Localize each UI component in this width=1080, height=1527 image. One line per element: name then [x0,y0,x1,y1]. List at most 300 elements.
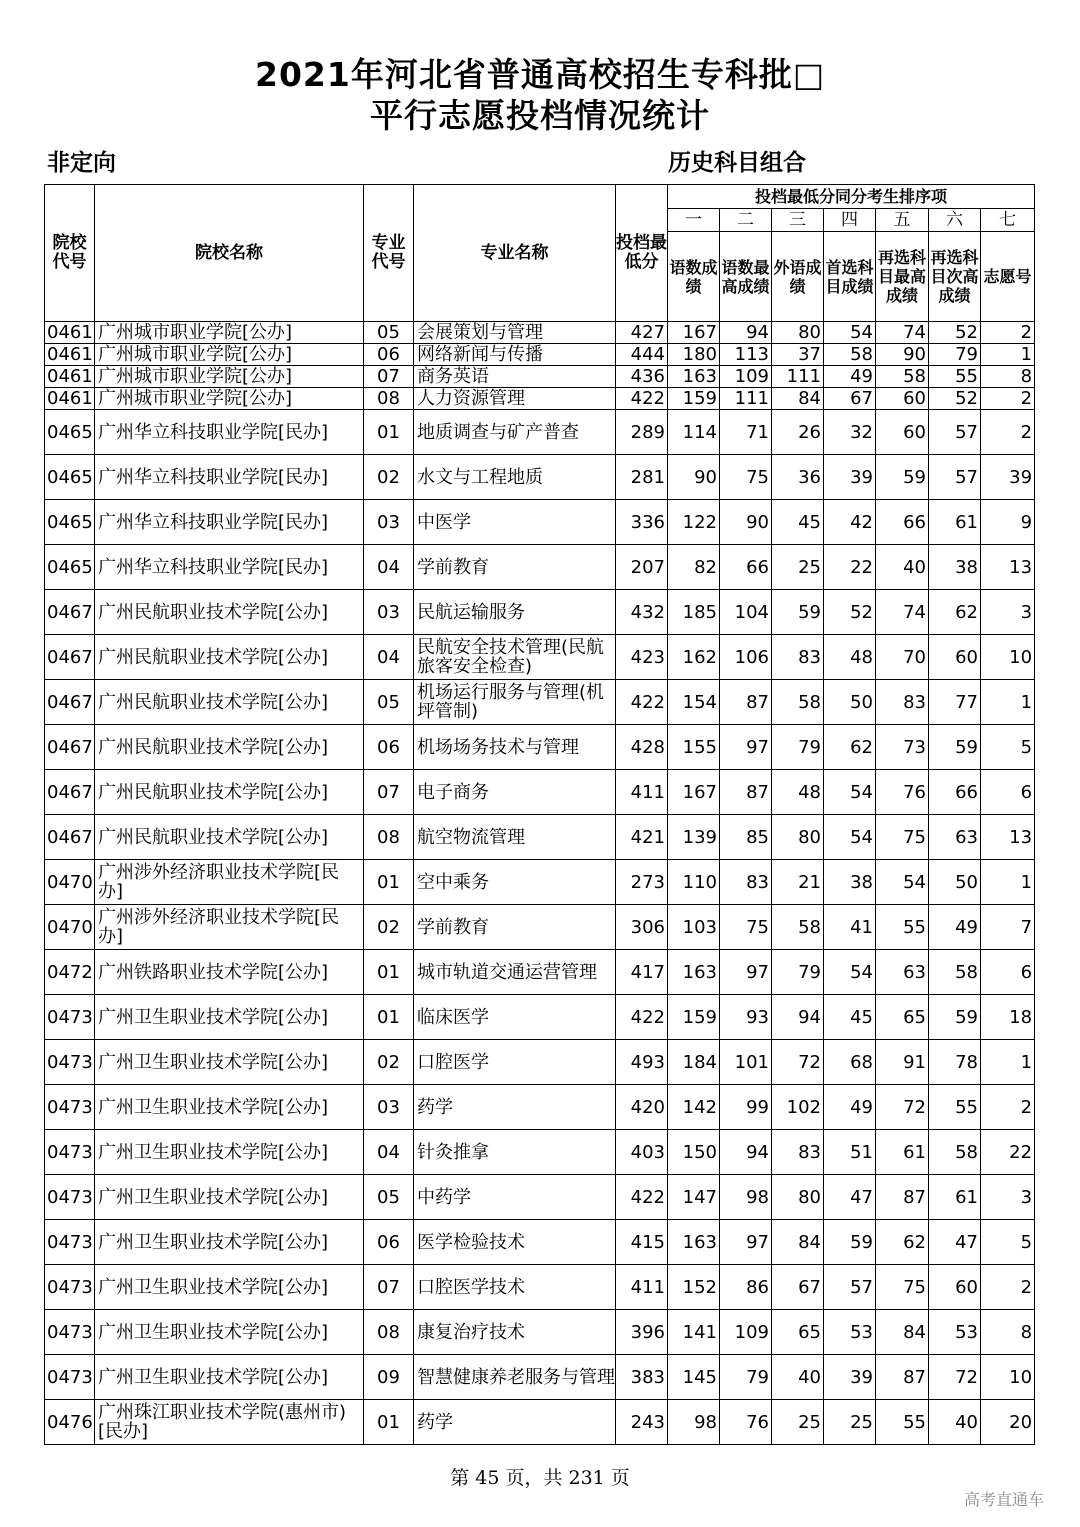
school-name-cell: 广州城市职业学院[公办] [95,388,364,410]
min-score-cell: 428 [616,725,668,770]
header-item: 志愿号 [981,232,1035,322]
min-score-cell: 415 [616,1220,668,1265]
school-code-cell: 0465 [45,455,95,500]
tiebreak-value-cell: 79 [720,1355,772,1400]
tiebreak-value-cell: 167 [668,770,720,815]
school-code-cell: 0465 [45,500,95,545]
table-row [45,388,1035,410]
tiebreak-value-cell: 48 [824,635,876,680]
tiebreak-value-cell: 60 [876,410,929,455]
school-name-cell: 广州卫生职业技术学院[公办] [95,1040,364,1085]
tiebreak-value-cell: 39 [824,1355,876,1400]
tiebreak-value-cell: 71 [720,410,772,455]
tiebreak-value-cell: 98 [720,1175,772,1220]
tiebreak-value-cell: 109 [720,1310,772,1355]
tiebreak-value-cell: 25 [772,545,824,590]
tiebreak-value-cell: 26 [772,410,824,455]
header-order: 四 [824,209,876,232]
school-code-cell: 0473 [45,1220,95,1265]
major-code-cell: 06 [364,725,414,770]
major-name-cell: 水文与工程地质 [414,455,616,500]
tiebreak-value-cell: 9 [981,500,1035,545]
tiebreak-value-cell: 3 [981,590,1035,635]
header-item: 语数最高成绩 [720,232,772,322]
tiebreak-value-cell: 72 [929,1355,981,1400]
school-name-cell: 广州珠江职业技术学院(惠州市)[民办] [95,1400,364,1445]
tiebreak-value-cell: 21 [772,860,824,905]
tiebreak-value-cell: 63 [929,815,981,860]
school-code-cell: 0473 [45,995,95,1040]
major-name-cell: 医学检验技术 [414,1220,616,1265]
min-score-cell: 422 [616,388,668,410]
tiebreak-value-cell: 61 [929,500,981,545]
tiebreak-value-cell: 180 [668,344,720,366]
tiebreak-value-cell: 139 [668,815,720,860]
tiebreak-value-cell: 154 [668,680,720,725]
tiebreak-value-cell: 60 [876,388,929,410]
school-name-cell: 广州华立科技职业学院[民办] [95,410,364,455]
tiebreak-value-cell: 87 [720,770,772,815]
school-code-cell: 0465 [45,410,95,455]
header-item: 语数成绩 [668,232,720,322]
tiebreak-value-cell: 3 [981,1175,1035,1220]
tiebreak-value-cell: 37 [772,344,824,366]
tiebreak-value-cell: 51 [824,1130,876,1175]
school-code-cell: 0467 [45,815,95,860]
major-name-cell: 商务英语 [414,366,616,388]
major-name-cell: 地质调查与矿产普查 [414,410,616,455]
school-code-cell: 0473 [45,1085,95,1130]
major-code-cell: 03 [364,500,414,545]
school-name-cell: 广州华立科技职业学院[民办] [95,500,364,545]
tiebreak-value-cell: 10 [981,635,1035,680]
tiebreak-value-cell: 55 [876,1400,929,1445]
tiebreak-value-cell: 22 [824,545,876,590]
tiebreak-value-cell: 10 [981,1355,1035,1400]
tiebreak-value-cell: 99 [720,1085,772,1130]
tiebreak-value-cell: 84 [876,1310,929,1355]
header-school-code: 院校代号 [45,185,95,322]
tiebreak-value-cell: 2 [981,1265,1035,1310]
tiebreak-value-cell: 91 [876,1040,929,1085]
tiebreak-value-cell: 13 [981,815,1035,860]
school-code-cell: 0476 [45,1400,95,1445]
subject-combination-label: 历史科目组合 [668,150,806,176]
major-code-cell: 03 [364,590,414,635]
tiebreak-value-cell: 66 [720,545,772,590]
tiebreak-value-cell: 54 [824,950,876,995]
tiebreak-value-cell: 50 [824,680,876,725]
tiebreak-value-cell: 75 [876,815,929,860]
table-row [45,455,1035,500]
tiebreak-value-cell: 2 [981,410,1035,455]
major-code-cell: 01 [364,1400,414,1445]
tiebreak-value-cell: 72 [772,1040,824,1085]
major-name-cell: 城市轨道交通运营管理 [414,950,616,995]
major-code-cell: 04 [364,545,414,590]
school-name-cell: 广州卫生职业技术学院[公办] [95,1085,364,1130]
tiebreak-value-cell: 159 [668,995,720,1040]
major-code-cell: 02 [364,905,414,950]
tiebreak-value-cell: 58 [772,680,824,725]
tiebreak-value-cell: 147 [668,1175,720,1220]
min-score-cell: 306 [616,905,668,950]
tiebreak-value-cell: 1 [981,1040,1035,1085]
tiebreak-value-cell: 84 [772,388,824,410]
tiebreak-value-cell: 66 [876,500,929,545]
tiebreak-value-cell: 62 [824,725,876,770]
major-code-cell: 05 [364,680,414,725]
tiebreak-value-cell: 2 [981,388,1035,410]
major-code-cell: 06 [364,344,414,366]
min-score-cell: 411 [616,770,668,815]
tiebreak-value-cell: 65 [772,1310,824,1355]
table-row [45,1265,1035,1310]
tiebreak-value-cell: 7 [981,905,1035,950]
min-score-cell: 207 [616,545,668,590]
school-name-cell: 广州城市职业学院[公办] [95,344,364,366]
tiebreak-value-cell: 59 [772,590,824,635]
table-row [45,590,1035,635]
school-code-cell: 0467 [45,590,95,635]
tiebreak-value-cell: 163 [668,1220,720,1265]
tiebreak-value-cell: 152 [668,1265,720,1310]
min-score-cell: 273 [616,860,668,905]
major-code-cell: 04 [364,1130,414,1175]
tiebreak-value-cell: 66 [929,770,981,815]
tiebreak-value-cell: 49 [824,1085,876,1130]
header-order: 一 [668,209,720,232]
min-score-cell: 423 [616,635,668,680]
table-row [45,635,1035,680]
major-name-cell: 药学 [414,1400,616,1445]
major-code-cell: 07 [364,366,414,388]
tiebreak-value-cell: 45 [824,995,876,1040]
school-code-cell: 0461 [45,388,95,410]
tiebreak-value-cell: 82 [668,545,720,590]
tiebreak-value-cell: 106 [720,635,772,680]
school-name-cell: 广州涉外经济职业技术学院[民办] [95,905,364,950]
tiebreak-value-cell: 98 [668,1400,720,1445]
tiebreak-value-cell: 61 [876,1130,929,1175]
major-name-cell: 学前教育 [414,905,616,950]
school-name-cell: 广州卫生职业技术学院[公办] [95,1355,364,1400]
tiebreak-value-cell: 185 [668,590,720,635]
tiebreak-value-cell: 86 [720,1265,772,1310]
tiebreak-value-cell: 1 [981,860,1035,905]
major-name-cell: 网络新闻与传播 [414,344,616,366]
school-code-cell: 0473 [45,1175,95,1220]
school-code-cell: 0467 [45,770,95,815]
min-score-cell: 383 [616,1355,668,1400]
table-row [45,680,1035,725]
school-name-cell: 广州华立科技职业学院[民办] [95,545,364,590]
tiebreak-value-cell: 75 [876,1265,929,1310]
tiebreak-value-cell: 49 [929,905,981,950]
tiebreak-value-cell: 59 [876,455,929,500]
school-code-cell: 0472 [45,950,95,995]
tiebreak-value-cell: 42 [824,500,876,545]
school-name-cell: 广州民航职业技术学院[公办] [95,680,364,725]
tiebreak-value-cell: 83 [720,860,772,905]
school-name-cell: 广州城市职业学院[公办] [95,366,364,388]
tiebreak-value-cell: 45 [772,500,824,545]
tiebreak-value-cell: 79 [929,344,981,366]
school-name-cell: 广州卫生职业技术学院[公办] [95,1220,364,1265]
tiebreak-value-cell: 57 [824,1265,876,1310]
min-score-cell: 444 [616,344,668,366]
tiebreak-value-cell: 5 [981,725,1035,770]
tiebreak-value-cell: 22 [981,1130,1035,1175]
tiebreak-value-cell: 62 [929,590,981,635]
tiebreak-value-cell: 83 [772,635,824,680]
major-name-cell: 会展策划与管理 [414,322,616,344]
tiebreak-value-cell: 55 [929,366,981,388]
min-score-cell: 493 [616,1040,668,1085]
tiebreak-value-cell: 1 [981,344,1035,366]
tiebreak-value-cell: 122 [668,500,720,545]
major-name-cell: 针灸推拿 [414,1130,616,1175]
tiebreak-value-cell: 40 [772,1355,824,1400]
major-code-cell: 07 [364,1265,414,1310]
tiebreak-value-cell: 55 [929,1085,981,1130]
tiebreak-value-cell: 58 [929,1130,981,1175]
school-name-cell: 广州民航职业技术学院[公办] [95,815,364,860]
table-row [45,322,1035,344]
tiebreak-value-cell: 20 [981,1400,1035,1445]
school-name-cell: 广州城市职业学院[公办] [95,322,364,344]
category-label: 非定向 [47,150,116,176]
table-row [45,860,1035,905]
tiebreak-value-cell: 74 [876,590,929,635]
school-code-cell: 0461 [45,322,95,344]
tiebreak-value-cell: 67 [824,388,876,410]
tiebreak-value-cell: 47 [824,1175,876,1220]
tiebreak-value-cell: 79 [772,725,824,770]
min-score-cell: 336 [616,500,668,545]
tiebreak-value-cell: 111 [772,366,824,388]
tiebreak-value-cell: 80 [772,1175,824,1220]
major-name-cell: 航空物流管理 [414,815,616,860]
tiebreak-value-cell: 73 [876,725,929,770]
tiebreak-value-cell: 55 [876,905,929,950]
tiebreak-value-cell: 6 [981,770,1035,815]
tiebreak-value-cell: 104 [720,590,772,635]
min-score-cell: 403 [616,1130,668,1175]
tiebreak-value-cell: 75 [720,455,772,500]
tiebreak-value-cell: 72 [876,1085,929,1130]
tiebreak-value-cell: 47 [929,1220,981,1265]
school-code-cell: 0473 [45,1265,95,1310]
major-code-cell: 07 [364,770,414,815]
min-score-cell: 427 [616,322,668,344]
table-row [45,1040,1035,1085]
school-code-cell: 0470 [45,860,95,905]
tiebreak-value-cell: 80 [772,322,824,344]
tiebreak-value-cell: 58 [772,905,824,950]
major-name-cell: 中医学 [414,500,616,545]
tiebreak-value-cell: 38 [929,545,981,590]
tiebreak-value-cell: 159 [668,388,720,410]
min-score-cell: 422 [616,1175,668,1220]
tiebreak-value-cell: 76 [876,770,929,815]
min-score-cell: 422 [616,680,668,725]
school-code-cell: 0470 [45,905,95,950]
school-name-cell: 广州卫生职业技术学院[公办] [95,995,364,1040]
tiebreak-value-cell: 90 [668,455,720,500]
tiebreak-value-cell: 150 [668,1130,720,1175]
tiebreak-value-cell: 74 [876,322,929,344]
tiebreak-value-cell: 59 [824,1220,876,1265]
table-row [45,905,1035,950]
header-major-name: 专业名称 [414,185,616,322]
school-code-cell: 0473 [45,1355,95,1400]
major-code-cell: 04 [364,635,414,680]
tiebreak-value-cell: 58 [824,344,876,366]
school-code-cell: 0473 [45,1040,95,1085]
school-code-cell: 0473 [45,1310,95,1355]
table-row [45,500,1035,545]
major-name-cell: 人力资源管理 [414,388,616,410]
major-code-cell: 01 [364,860,414,905]
tiebreak-value-cell: 59 [929,725,981,770]
table-row [45,1355,1035,1400]
watermark: 高考直通车 [964,1490,1045,1509]
tiebreak-value-cell: 62 [876,1220,929,1265]
tiebreak-value-cell: 57 [929,455,981,500]
school-name-cell: 广州卫生职业技术学院[公办] [95,1175,364,1220]
major-name-cell: 学前教育 [414,545,616,590]
tiebreak-value-cell: 8 [981,366,1035,388]
school-name-cell: 广州民航职业技术学院[公办] [95,725,364,770]
major-name-cell: 民航运输服务 [414,590,616,635]
tiebreak-value-cell: 38 [824,860,876,905]
major-name-cell: 机场运行服务与管理(机坪管制) [414,680,616,725]
header-order: 六 [929,209,981,232]
tiebreak-value-cell: 52 [929,388,981,410]
tiebreak-value-cell: 142 [668,1085,720,1130]
page-title: 2021年河北省普通高校招生专科批□ [254,55,826,94]
major-code-cell: 05 [364,1175,414,1220]
min-score-cell: 436 [616,366,668,388]
school-name-cell: 广州卫生职业技术学院[公办] [95,1265,364,1310]
major-code-cell: 02 [364,455,414,500]
min-score-cell: 411 [616,1265,668,1310]
major-name-cell: 口腔医学技术 [414,1265,616,1310]
school-code-cell: 0465 [45,545,95,590]
tiebreak-value-cell: 93 [720,995,772,1040]
school-code-cell: 0461 [45,344,95,366]
tiebreak-value-cell: 54 [824,770,876,815]
tiebreak-value-cell: 6 [981,950,1035,995]
header-item: 外语成绩 [772,232,824,322]
table-row [45,366,1035,388]
table-row [45,1400,1035,1445]
tiebreak-value-cell: 32 [824,410,876,455]
tiebreak-value-cell: 25 [824,1400,876,1445]
tiebreak-value-cell: 145 [668,1355,720,1400]
tiebreak-value-cell: 49 [824,366,876,388]
school-code-cell: 0473 [45,1130,95,1175]
major-name-cell: 机场场务技术与管理 [414,725,616,770]
tiebreak-value-cell: 84 [772,1220,824,1265]
tiebreak-value-cell: 113 [720,344,772,366]
table-row [45,410,1035,455]
header-major-code: 专业代号 [364,185,414,322]
major-name-cell: 空中乘务 [414,860,616,905]
school-name-cell: 广州卫生职业技术学院[公办] [95,1310,364,1355]
tiebreak-value-cell: 2 [981,1085,1035,1130]
tiebreak-value-cell: 87 [720,680,772,725]
tiebreak-value-cell: 57 [929,410,981,455]
table-row [45,725,1035,770]
header-item: 再选科目最高成绩 [876,232,929,322]
school-code-cell: 0467 [45,635,95,680]
major-name-cell: 康复治疗技术 [414,1310,616,1355]
tiebreak-value-cell: 97 [720,725,772,770]
tiebreak-value-cell: 94 [772,995,824,1040]
major-code-cell: 06 [364,1220,414,1265]
tiebreak-value-cell: 54 [824,322,876,344]
tiebreak-value-cell: 60 [929,635,981,680]
table-row [45,995,1035,1040]
tiebreak-value-cell: 8 [981,1310,1035,1355]
tiebreak-value-cell: 2 [981,322,1035,344]
tiebreak-value-cell: 58 [929,950,981,995]
tiebreak-value-cell: 109 [720,366,772,388]
tiebreak-value-cell: 52 [824,590,876,635]
tiebreak-value-cell: 85 [720,815,772,860]
tiebreak-value-cell: 162 [668,635,720,680]
school-code-cell: 0467 [45,725,95,770]
tiebreak-value-cell: 76 [720,1400,772,1445]
major-code-cell: 01 [364,995,414,1040]
tiebreak-value-cell: 80 [772,815,824,860]
table-row [45,1175,1035,1220]
tiebreak-value-cell: 54 [876,860,929,905]
tiebreak-value-cell: 13 [981,545,1035,590]
tiebreak-value-cell: 114 [668,410,720,455]
table-row [45,770,1035,815]
tiebreak-value-cell: 61 [929,1175,981,1220]
header-tiebreak-group: 投档最低分同分考生排序项 [668,185,1035,209]
tiebreak-value-cell: 163 [668,950,720,995]
major-name-cell: 民航安全技术管理(民航旅客安全检查) [414,635,616,680]
major-code-cell: 02 [364,1040,414,1085]
tiebreak-value-cell: 65 [876,995,929,1040]
tiebreak-value-cell: 59 [929,995,981,1040]
tiebreak-value-cell: 40 [876,545,929,590]
tiebreak-value-cell: 54 [824,815,876,860]
header-order: 二 [720,209,772,232]
header-order: 七 [981,209,1035,232]
tiebreak-value-cell: 39 [824,455,876,500]
major-code-cell: 03 [364,1085,414,1130]
header-order: 五 [876,209,929,232]
header-school-name: 院校名称 [95,185,364,322]
tiebreak-value-cell: 103 [668,905,720,950]
header-order: 三 [772,209,824,232]
table-row [45,545,1035,590]
min-score-cell: 396 [616,1310,668,1355]
school-name-cell: 广州华立科技职业学院[民办] [95,455,364,500]
tiebreak-value-cell: 102 [772,1085,824,1130]
page-number: 第 45 页，共 231 页 [450,1467,630,1489]
tiebreak-value-cell: 87 [876,1175,929,1220]
tiebreak-value-cell: 94 [720,322,772,344]
tiebreak-value-cell: 77 [929,680,981,725]
major-code-cell: 01 [364,410,414,455]
